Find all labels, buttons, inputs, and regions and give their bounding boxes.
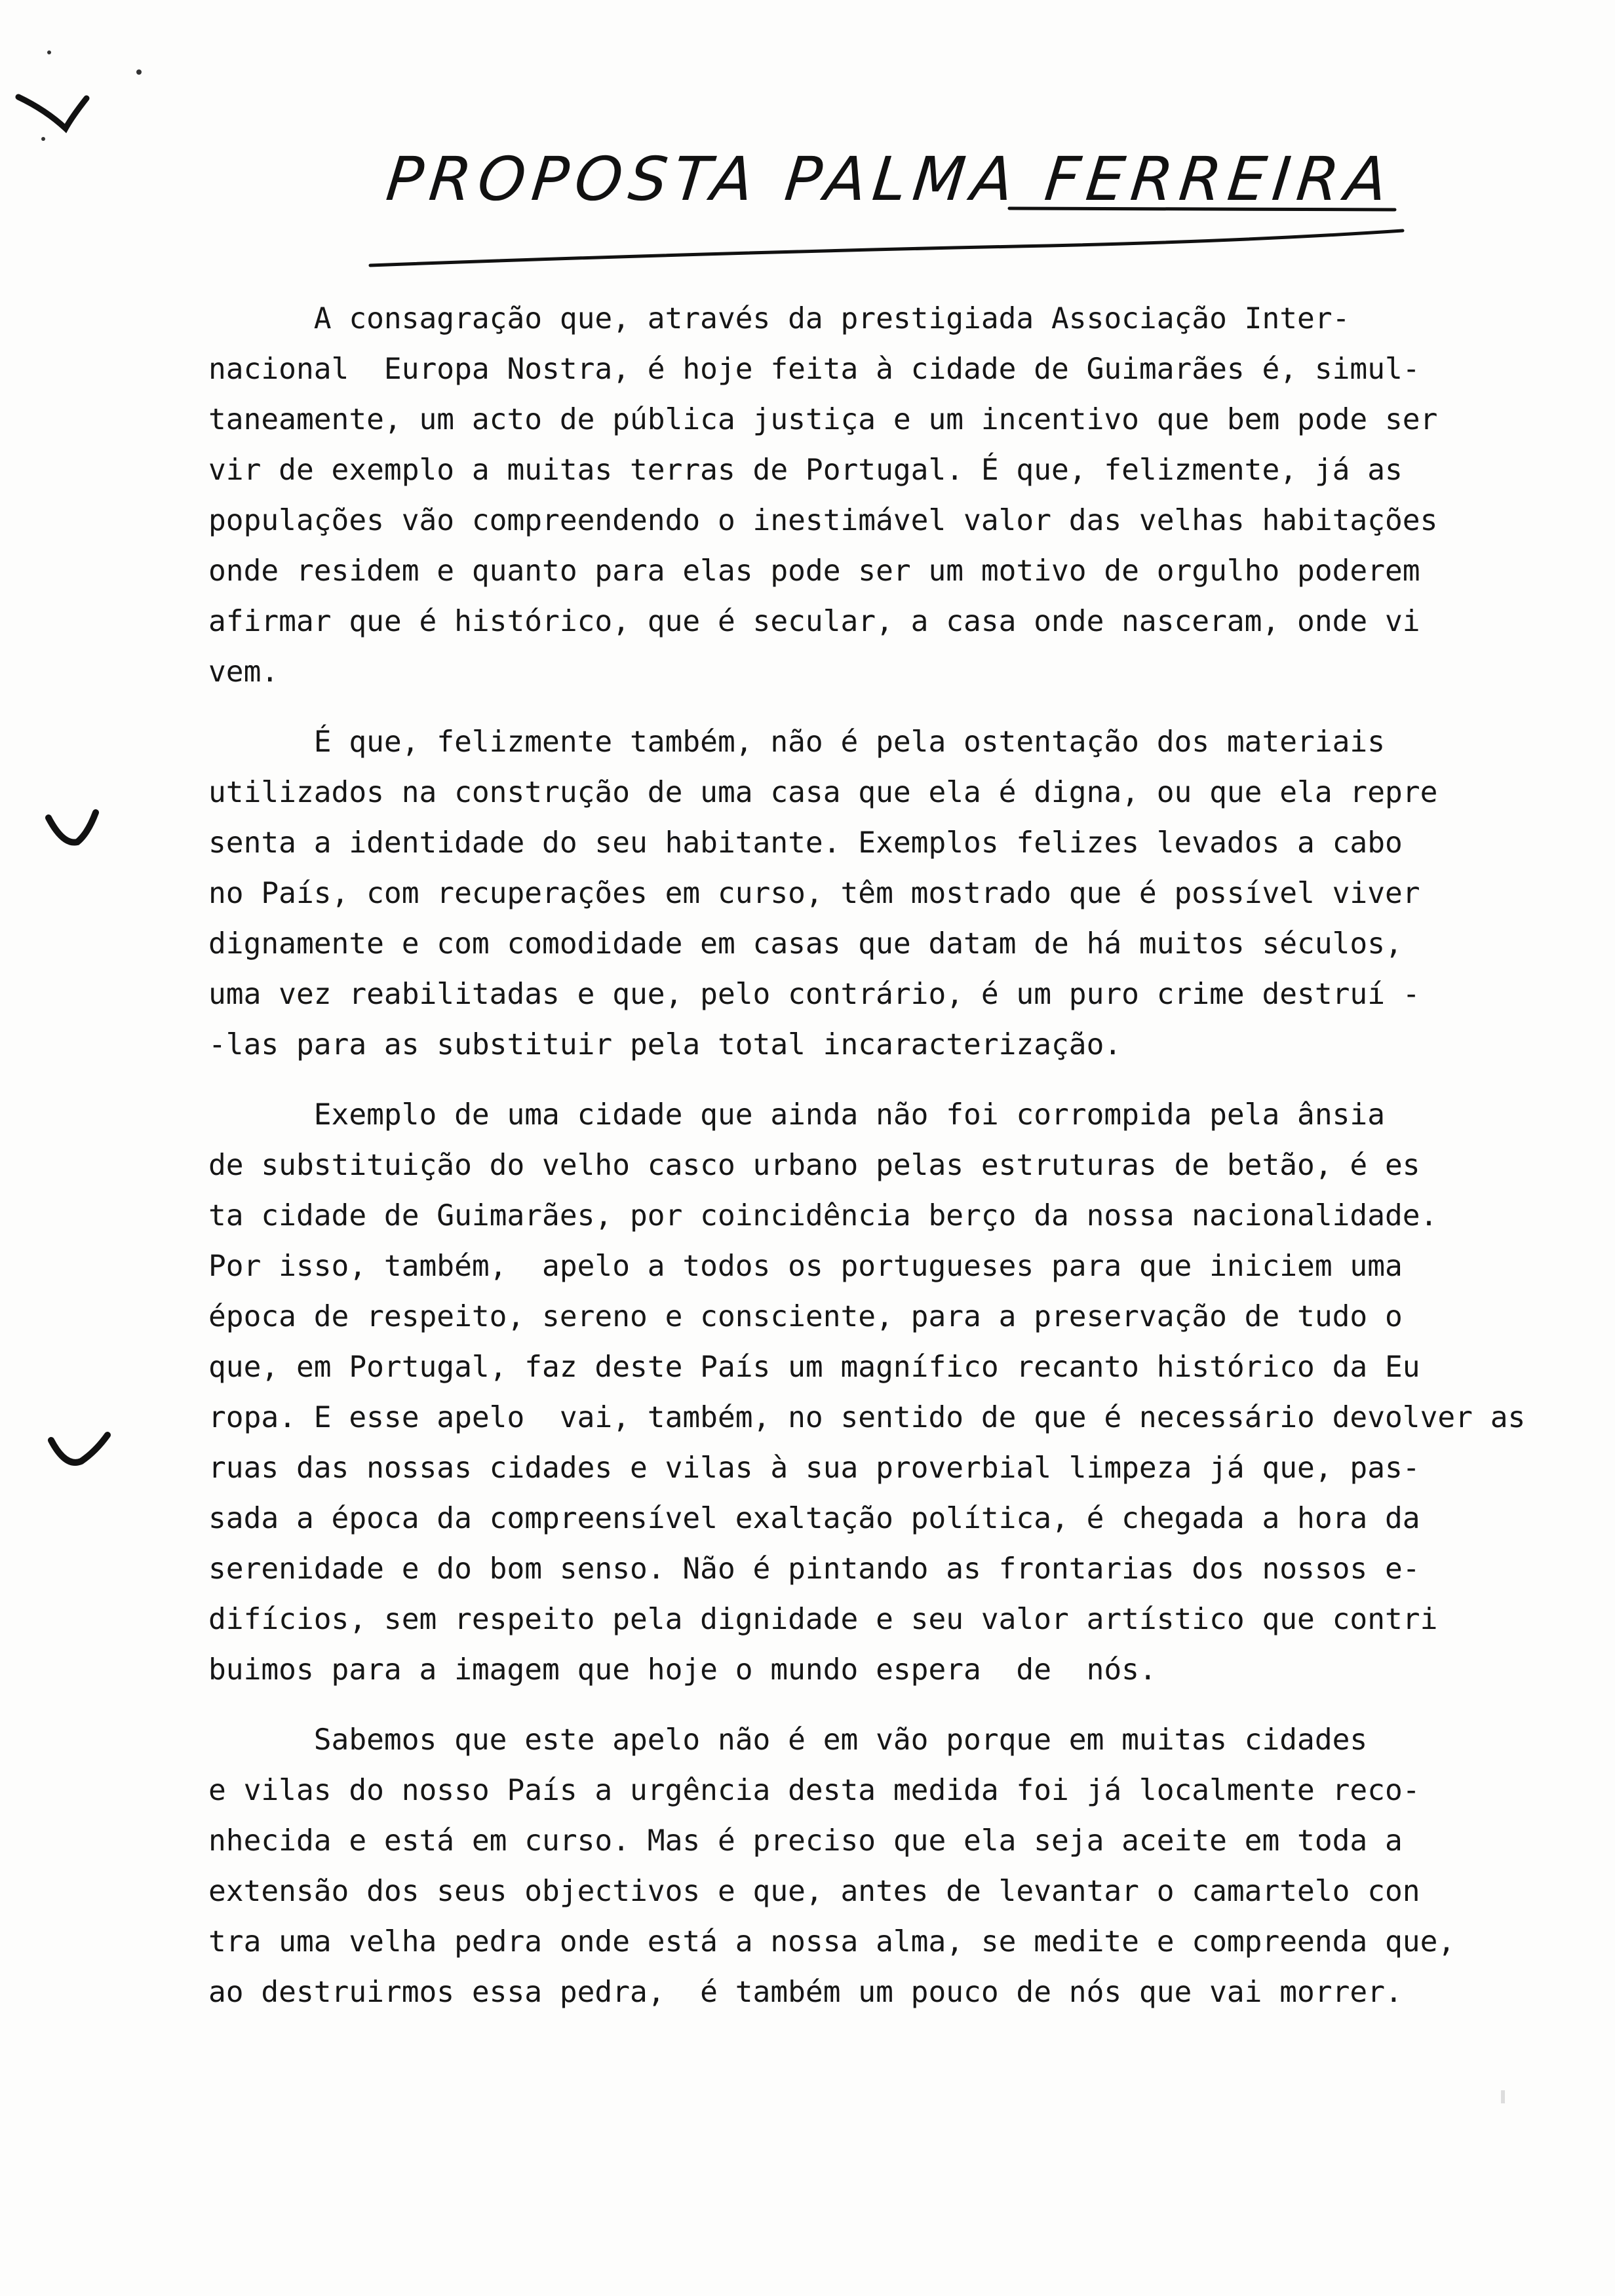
paragraph-1	[208, 294, 1598, 697]
text-line: Por isso, também, apelo a todos os portugueses para que iniciem uma	[208, 1250, 1403, 1283]
text-line: extensão dos seus objectivos e que, antes de levantar o camartelo con	[208, 1875, 1420, 1908]
text-line: buimos para a imagem que hoje o mundo espera de nós.	[208, 1653, 1157, 1687]
text-line: A consagração que, através da prestigiada Associação Inter-	[208, 302, 1350, 335]
text-line: É que, felizmente também, não é pela ostentação dos materiais	[208, 725, 1386, 759]
text-line: que, em Portugal, faz deste País um magnífico recanto histórico da Eu	[208, 1350, 1420, 1384]
text-line: onde residem e quanto para elas pode ser um motivo de orgulho poderem	[208, 554, 1420, 588]
text-line: nacional Europa Nostra, é hoje feita à cidade de Guimarães é, simul-	[208, 353, 1420, 386]
text-line: no País, com recuperações em curso, têm mostrado que é possível viver	[208, 877, 1420, 910]
text-line: e vilas do nosso País a urgência desta medida foi já localmente reco-	[208, 1774, 1420, 1807]
text-line: serenidade e do bom senso. Não é pintando as frontarias dos nossos e-	[208, 1552, 1420, 1586]
text-line: vir de exemplo a muitas terras de Portugal. É que, felizmente, já as	[208, 453, 1403, 487]
margin-tick-paragraph-3	[51, 1435, 107, 1463]
text-line: dignamente e com comodidade em casas que datam de há muitos séculos,	[208, 927, 1403, 961]
text-line: Sabemos que este apelo não é em vão porque em muitas cidades	[208, 1723, 1368, 1757]
text-line: vem.	[208, 655, 279, 689]
margin-tick-top	[18, 97, 87, 128]
text-line: nhecida e está em curso. Mas é preciso que ela seja aceite em toda a	[208, 1824, 1403, 1858]
typed-body	[208, 294, 1598, 2018]
handwritten-title: PROPOSTA PALMA FERREIRA	[383, 144, 1397, 214]
paragraph-2	[208, 717, 1598, 1070]
text-line: ta cidade de Guimarães, por coincidência berço da nossa nacionalidade.	[208, 1199, 1438, 1233]
text-line: de substituição do velho casco urbano pelas estruturas de betão, é es	[208, 1149, 1420, 1182]
text-line: época de respeito, sereno e consciente, para a preservação de tudo o	[208, 1300, 1403, 1333]
margin-tick-paragraph-2	[49, 813, 96, 843]
paragraph-3	[208, 1090, 1598, 1695]
text-line: senta a identidade do seu habitante. Exemplos felizes levados a cabo	[208, 826, 1403, 860]
text-line: sada a época da compreensível exaltação política, é chegada a hora da	[208, 1502, 1420, 1535]
text-line: difícios, sem respeito pela dignidade e seu valor artístico que contri	[208, 1603, 1438, 1636]
text-line: utilizados na construção de uma casa que ela é digna, ou que ela repre	[208, 776, 1438, 809]
text-line: Exemplo de uma cidade que ainda não foi corrompida pela ânsia	[208, 1098, 1386, 1132]
text-line: tra uma velha pedra onde está a nossa alma, se medite e compreenda que,	[208, 1925, 1456, 1959]
text-line: taneamente, um acto de pública justiça e um incentivo que bem pode ser	[208, 403, 1438, 436]
text-line: ruas das nossas cidades e vilas à sua proverbial limpeza já que, pas-	[208, 1451, 1420, 1485]
paragraph-4	[208, 1715, 1598, 2018]
text-line: ropa. E esse apelo vai, também, no sentido de que é necessário devolver as	[208, 1401, 1526, 1434]
text-line: populações vão compreendendo o inestimável valor das velhas habitações	[208, 504, 1438, 537]
text-line: afirmar que é histórico, que é secular, a casa onde nasceram, onde vi	[208, 605, 1420, 638]
text-line: -las para as substituir pela total incaracterização.	[208, 1028, 1122, 1062]
text-line: ao destruirmos essa pedra, é também um pouco de nós que vai morrer.	[208, 1976, 1403, 2009]
text-line: uma vez reabilitadas e que, pelo contrário, é um puro crime destruí -	[208, 978, 1420, 1011]
title-underline	[370, 231, 1403, 265]
